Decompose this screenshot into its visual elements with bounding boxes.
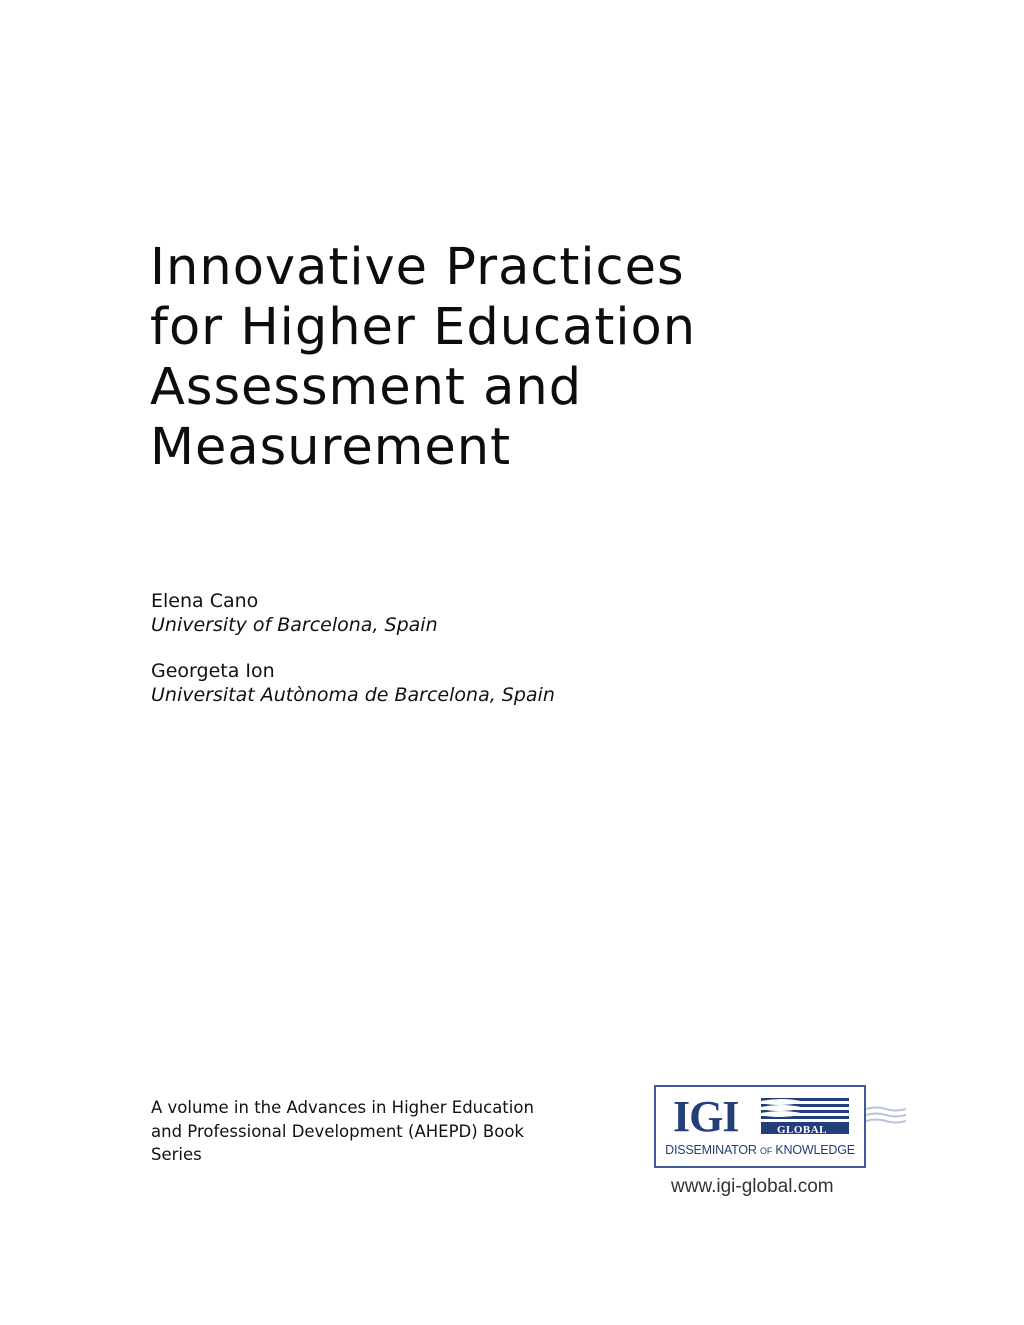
author-name: Georgeta Ion <box>151 660 275 682</box>
book-title-line: Measurement <box>150 418 512 477</box>
svg-text:IGI: IGI <box>673 1095 739 1137</box>
logo-waves-icon <box>866 1105 906 1129</box>
series-statement <box>151 1096 551 1167</box>
logo-global-text: GLOBAL <box>776 1124 828 1136</box>
tagline-of: OF <box>760 1146 773 1156</box>
series-line: Series <box>151 1145 202 1164</box>
tagline-word: KNOWLEDGE <box>775 1143 855 1157</box>
tagline-word: DISSEMINATOR <box>665 1143 757 1157</box>
book-title-line: Assessment and <box>150 358 583 417</box>
series-line: A volume in the Advances in Higher Education <box>151 1098 534 1117</box>
igi-global-logo-icon <box>671 1095 851 1137</box>
series-line: and Professional Development (AHEPD) Book <box>151 1121 524 1141</box>
author-affiliation: Universitat Autònoma de Barcelona, Spain <box>151 684 555 706</box>
publisher-tagline <box>656 1143 864 1157</box>
publisher-logo <box>654 1085 866 1168</box>
author-affiliation: University of Barcelona, Spain <box>151 614 438 636</box>
publisher-website-link[interactable]: www.igi-global.com <box>671 1176 834 1197</box>
book-title-line: for Higher Education <box>150 298 697 357</box>
book-title <box>150 238 850 478</box>
book-title-line: Innovative Practices <box>150 238 685 297</box>
author-name: Elena Cano <box>151 590 259 612</box>
